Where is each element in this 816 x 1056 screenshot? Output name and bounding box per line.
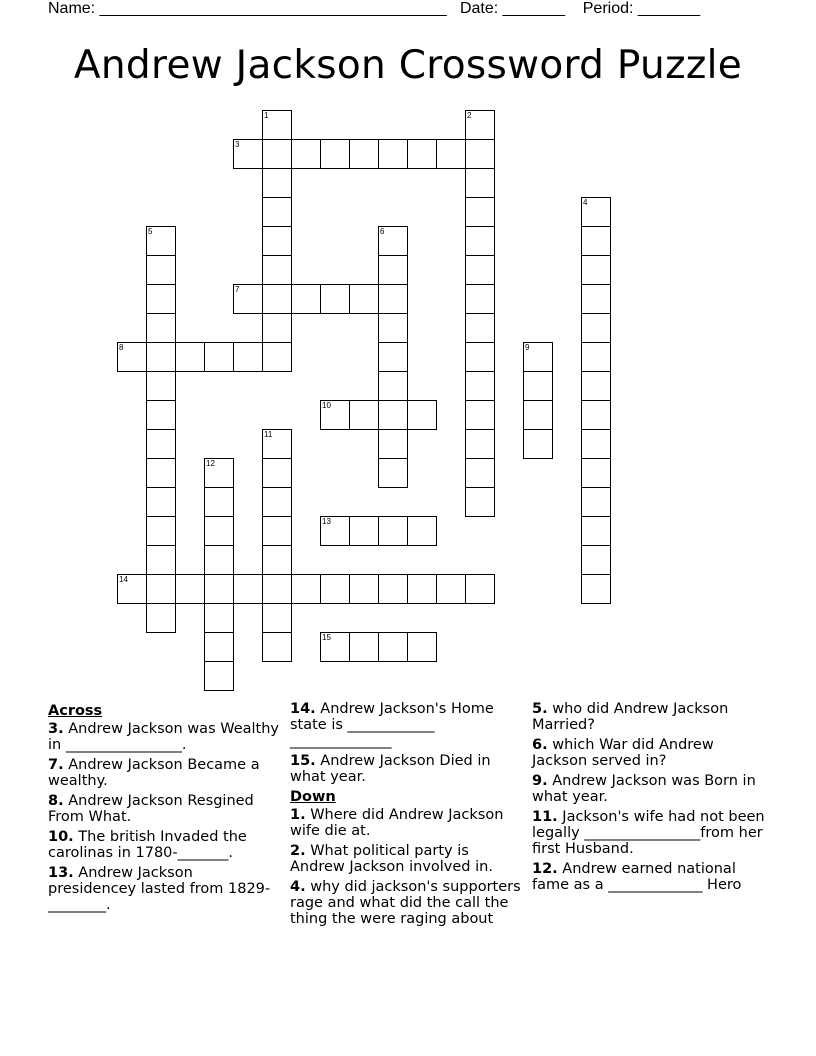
crossword-cell[interactable] xyxy=(262,487,292,517)
crossword-cell[interactable] xyxy=(204,545,234,575)
crossword-cell[interactable] xyxy=(233,574,263,604)
crossword-cell[interactable] xyxy=(262,168,292,198)
crossword-cell[interactable] xyxy=(465,197,495,227)
name-label: Name: xyxy=(48,0,96,17)
crossword-cell[interactable] xyxy=(262,545,292,575)
crossword-cell[interactable] xyxy=(581,371,611,401)
crossword-cell[interactable] xyxy=(146,603,176,633)
period-label: Period: xyxy=(582,0,634,17)
clue-number: 10 xyxy=(322,401,331,410)
crossword-cell[interactable] xyxy=(465,284,495,314)
clue-number: 15 xyxy=(322,633,331,642)
clue-number: 5 xyxy=(148,227,153,236)
crossword-cell[interactable] xyxy=(146,516,176,546)
crossword-cell[interactable] xyxy=(349,516,379,546)
crossword-cell[interactable] xyxy=(204,516,234,546)
clue-number: 6 xyxy=(380,227,385,236)
crossword-cell[interactable] xyxy=(465,371,495,401)
crossword-cell[interactable] xyxy=(378,284,408,314)
crossword-cell[interactable] xyxy=(146,400,176,430)
crossword-cell[interactable] xyxy=(262,110,292,140)
crossword-cell[interactable] xyxy=(581,545,611,575)
crossword-cell[interactable] xyxy=(581,458,611,488)
crossword-cell[interactable] xyxy=(349,574,379,604)
crossword-cell[interactable] xyxy=(262,139,292,169)
crossword-cell[interactable] xyxy=(523,400,553,430)
crossword-cell[interactable] xyxy=(320,516,350,546)
crossword-cell[interactable] xyxy=(204,661,234,691)
crossword-cell[interactable] xyxy=(117,342,147,372)
crossword-cell[interactable] xyxy=(581,574,611,604)
crossword-cell[interactable] xyxy=(291,139,321,169)
clue-down-6: 6. which War did Andrew Jackson served in? xyxy=(532,737,714,769)
clue-across-7: 7. Andrew Jackson Became a wealthy. xyxy=(48,757,260,789)
clues-column-2 xyxy=(290,701,522,931)
crossword-cell[interactable] xyxy=(320,632,350,662)
crossword-cell[interactable] xyxy=(465,400,495,430)
clue-across-8: 8. Andrew Jackson Resgined From What. xyxy=(48,793,254,825)
crossword-cell[interactable] xyxy=(465,226,495,256)
crossword-cell[interactable] xyxy=(465,110,495,140)
clue-down-1: 1. Where did Andrew Jackson wife die at. xyxy=(290,807,504,839)
date-field[interactable]: _______ xyxy=(502,0,565,17)
crossword-cell[interactable] xyxy=(378,458,408,488)
crossword-cell[interactable] xyxy=(581,429,611,459)
crossword-cell[interactable] xyxy=(581,516,611,546)
page-title: Andrew Jackson Crossword Puzzle xyxy=(73,43,743,88)
crossword-cell[interactable] xyxy=(320,139,350,169)
crossword-cell[interactable] xyxy=(523,342,553,372)
crossword-cell[interactable] xyxy=(233,342,263,372)
crossword-cell[interactable] xyxy=(204,487,234,517)
down-heading: Down xyxy=(290,789,336,805)
crossword-cell[interactable] xyxy=(291,284,321,314)
crossword-cell[interactable] xyxy=(407,632,437,662)
crossword-cell[interactable] xyxy=(407,574,437,604)
crossword-cell[interactable] xyxy=(378,400,408,430)
crossword-cell[interactable] xyxy=(378,255,408,285)
crossword-cell[interactable] xyxy=(262,603,292,633)
crossword-cell[interactable] xyxy=(146,371,176,401)
crossword-cell[interactable] xyxy=(146,429,176,459)
clue-number: 11 xyxy=(264,430,273,439)
clue-number: 1 xyxy=(264,111,269,120)
clue-number: 13 xyxy=(322,517,331,526)
clue-down-5: 5. who did Andrew Jackson Married? xyxy=(532,701,729,733)
crossword-cell[interactable] xyxy=(378,632,408,662)
across-heading: Across xyxy=(48,703,103,719)
crossword-cell[interactable] xyxy=(465,342,495,372)
crossword-cell[interactable] xyxy=(581,342,611,372)
crossword-cell[interactable] xyxy=(349,284,379,314)
clue-across-3: 3. Andrew Jackson was Wealthy in ________________. xyxy=(48,721,280,753)
crossword-cell[interactable] xyxy=(146,255,176,285)
crossword-cell[interactable] xyxy=(233,284,263,314)
crossword-cell[interactable] xyxy=(465,139,495,169)
crossword-cell[interactable] xyxy=(378,429,408,459)
crossword-cell[interactable] xyxy=(349,632,379,662)
crossword-cell[interactable] xyxy=(465,168,495,198)
crossword-cell[interactable] xyxy=(320,400,350,430)
crossword-cell[interactable] xyxy=(146,545,176,575)
clue-down-11: 11. Jackson's wife had not been legally ________________from her first Husband. xyxy=(532,809,765,857)
crossword-cell[interactable] xyxy=(581,400,611,430)
clue-down-2: 2. What political party is Andrew Jackson involved in. xyxy=(290,843,493,875)
clue-down-9: 9. Andrew Jackson was Born in what year. xyxy=(532,773,756,805)
crossword-cell[interactable] xyxy=(581,284,611,314)
crossword-cell[interactable] xyxy=(465,255,495,285)
crossword-cell[interactable] xyxy=(204,342,234,372)
clue-number: 7 xyxy=(235,285,240,294)
crossword-cell[interactable] xyxy=(349,139,379,169)
clue-down-12: 12. Andrew earned national fame as a _____________ Hero xyxy=(532,861,742,893)
crossword-cell[interactable] xyxy=(378,371,408,401)
crossword-cell[interactable] xyxy=(262,429,292,459)
crossword-cell[interactable] xyxy=(146,226,176,256)
crossword-cell[interactable] xyxy=(407,400,437,430)
clue-across-14: 14. Andrew Jackson's Home state is ____________ ______________ xyxy=(290,701,494,749)
crossword-cell[interactable] xyxy=(262,197,292,227)
clue-down-4: 4. why did jackson's supporters rage and what did the call the thing the were raging about xyxy=(290,879,521,927)
crossword-cell[interactable] xyxy=(146,487,176,517)
crossword-cell[interactable] xyxy=(204,632,234,662)
crossword-cell[interactable] xyxy=(262,632,292,662)
header-fields xyxy=(48,0,700,18)
crossword-cell[interactable] xyxy=(262,574,292,604)
clue-across-13: 13. Andrew Jackson presidencey lasted from 1829-________. xyxy=(48,865,271,913)
crossword-cell[interactable] xyxy=(204,574,234,604)
crossword-cell[interactable] xyxy=(465,429,495,459)
crossword-cell[interactable] xyxy=(378,342,408,372)
crossword-cell[interactable] xyxy=(465,574,495,604)
crossword-cell[interactable] xyxy=(146,284,176,314)
crossword-cell[interactable] xyxy=(349,400,379,430)
date-label: Date: xyxy=(459,0,499,17)
clue-number: 4 xyxy=(583,198,588,207)
crossword-cell[interactable] xyxy=(581,313,611,343)
crossword-cell[interactable] xyxy=(378,226,408,256)
clue-number: 8 xyxy=(119,343,124,352)
crossword-cell[interactable] xyxy=(175,574,205,604)
crossword-cell[interactable] xyxy=(262,458,292,488)
clue-across-15: 15. Andrew Jackson Died in what year. xyxy=(290,753,491,785)
crossword-cell[interactable] xyxy=(146,458,176,488)
crossword-cell[interactable] xyxy=(581,255,611,285)
crossword-cell[interactable] xyxy=(378,313,408,343)
crossword-cell[interactable] xyxy=(262,342,292,372)
crossword-cell[interactable] xyxy=(523,429,553,459)
crossword-cell[interactable] xyxy=(146,574,176,604)
crossword-cell[interactable] xyxy=(581,487,611,517)
crossword-cell[interactable] xyxy=(465,487,495,517)
crossword-cell[interactable] xyxy=(262,284,292,314)
crossword-cell[interactable] xyxy=(465,313,495,343)
crossword-cell[interactable] xyxy=(117,574,147,604)
crossword-cell[interactable] xyxy=(262,255,292,285)
crossword-cell[interactable] xyxy=(436,139,466,169)
crossword-cell[interactable] xyxy=(320,284,350,314)
name-field[interactable]: _______________________________________ xyxy=(99,0,447,17)
crossword-cell[interactable] xyxy=(262,226,292,256)
crossword-cell[interactable] xyxy=(407,516,437,546)
crossword-cell[interactable] xyxy=(378,574,408,604)
crossword-cell[interactable] xyxy=(581,197,611,227)
crossword-cell[interactable] xyxy=(233,139,263,169)
crossword-cell[interactable] xyxy=(146,342,176,372)
crossword-cell[interactable] xyxy=(204,458,234,488)
crossword-cell[interactable] xyxy=(436,574,466,604)
clue-number: 3 xyxy=(235,140,240,149)
crossword-cell[interactable] xyxy=(581,226,611,256)
crossword-cell[interactable] xyxy=(378,139,408,169)
crossword-cell[interactable] xyxy=(262,516,292,546)
clue-number: 9 xyxy=(525,343,530,352)
clues-column-1 xyxy=(48,701,280,917)
crossword-cell[interactable] xyxy=(523,371,553,401)
clue-number: 2 xyxy=(467,111,472,120)
crossword-cell[interactable] xyxy=(146,313,176,343)
clue-number: 14 xyxy=(119,575,128,584)
crossword-cell[interactable] xyxy=(320,574,350,604)
clues-column-3 xyxy=(532,701,772,897)
crossword-cell[interactable] xyxy=(465,458,495,488)
clue-number: 12 xyxy=(206,459,215,468)
crossword-cell[interactable] xyxy=(407,139,437,169)
crossword-cell[interactable] xyxy=(291,574,321,604)
crossword-cell[interactable] xyxy=(175,342,205,372)
clue-across-10: 10. The british Invaded the carolinas in 1780-_______. xyxy=(48,829,247,861)
crossword-cell[interactable] xyxy=(378,516,408,546)
crossword-cell[interactable] xyxy=(204,603,234,633)
crossword-cell[interactable] xyxy=(262,313,292,343)
period-field[interactable]: _______ xyxy=(637,0,701,17)
